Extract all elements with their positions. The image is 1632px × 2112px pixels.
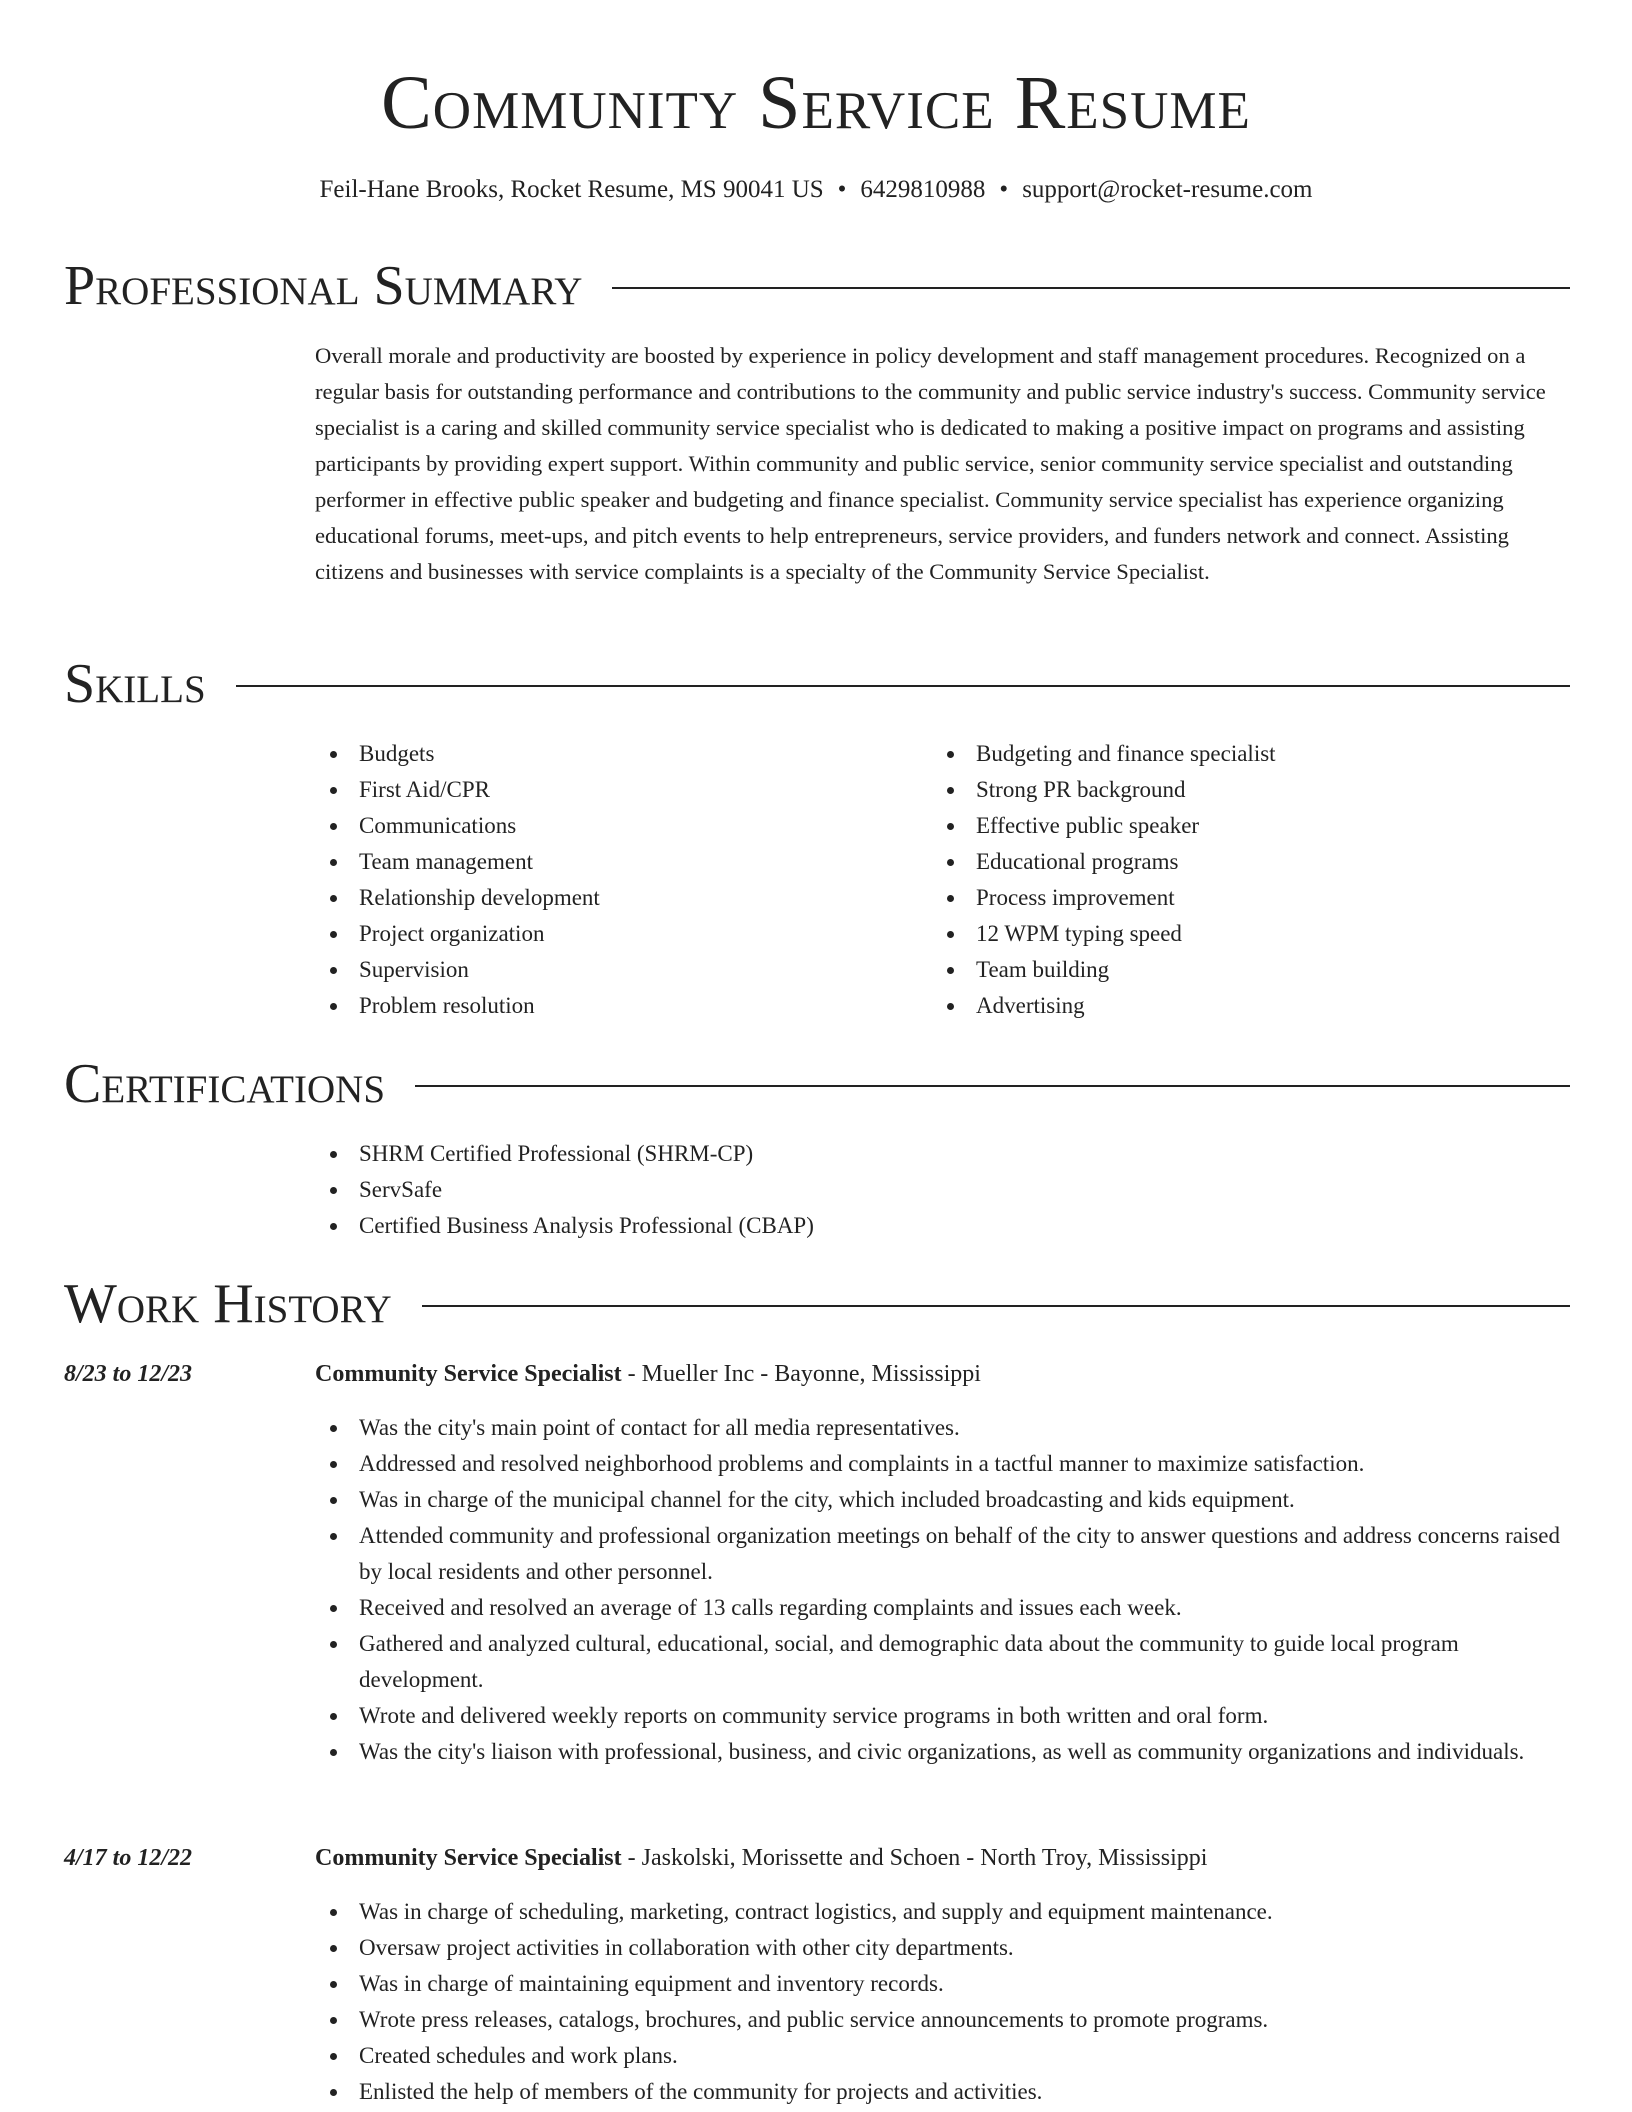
job-duty-item: Wrote press releases, catalogs, brochures, and public service announcements to promote programs. — [315, 2002, 1575, 2038]
job-duty-item: Attended community and professional organization meetings on behalf of the city to answer questions and address concerns raised by local residents and other personnel. — [315, 1518, 1575, 1590]
summary-section-header — [64, 254, 1570, 318]
skills-heading: Skills — [64, 653, 206, 715]
job-duty-item: Gathered and analyzed cultural, educational, social, and demographic data about the community to guide local program development. — [315, 1626, 1575, 1698]
skill-item: Supervision — [315, 952, 915, 988]
contact-email: support@rocket-resume.com — [1022, 176, 1313, 203]
section-divider — [415, 1085, 1570, 1087]
contact-address: Feil-Hane Brooks, Rocket Resume, MS 90041 US — [319, 176, 824, 203]
section-divider — [236, 685, 1570, 687]
job-title: Community Service Specialist — [315, 1361, 622, 1387]
certification-item: ServSafe — [315, 1172, 1575, 1208]
work-history-section-header — [64, 1272, 1570, 1336]
skill-item: Advertising — [932, 988, 1572, 1024]
skills-section-header — [64, 652, 1570, 716]
skill-item: Communications — [315, 808, 915, 844]
skill-item: Strong PR background — [932, 772, 1572, 808]
job-duties-list — [315, 1894, 1575, 2110]
certifications-section-header — [64, 1052, 1570, 1116]
job-duty-item: Was in charge of the municipal channel for the city, which included broadcasting and kids equipment. — [315, 1482, 1575, 1518]
skill-item: Educational programs — [932, 844, 1572, 880]
job-duty-item: Created schedules and work plans. — [315, 2038, 1575, 2074]
job-dates: 4/17 to 12/22 — [64, 1845, 193, 1871]
section-divider — [422, 1305, 1570, 1307]
job-duty-item: Oversaw project activities in collaboration with other city departments. — [315, 1930, 1575, 1966]
skill-item: Effective public speaker — [932, 808, 1572, 844]
job-duty-item: Received and resolved an average of 13 calls regarding complaints and issues each week. — [315, 1590, 1575, 1626]
summary-text: Overall morale and productivity are boosted by experience in policy development and staff management procedures. Recognized on a regular basis for outstanding performance and contributions to the community and public service industry's success. Community service specialist is a caring and skilled community service specialist who is dedicated to making a positive impact on programs and assisting participants by providing expert support. Within community and public service, senior community service specialist and outstanding performer in effective public speaker and budgeting and finance specialist. Community service specialist has experience organizing educational forums, meet-ups, and pitch events to help entrepreneurs, service providers, and funders network and connect. Assisting citizens and businesses with service complaints is a specialty of the Community Service Specialist. — [315, 343, 1546, 584]
work-history-heading: Work History — [64, 1273, 392, 1335]
resume-title: Community Service Resume — [381, 61, 1251, 145]
skill-item: Budgeting and finance specialist — [932, 736, 1572, 772]
certifications-list — [315, 1136, 1575, 1244]
certification-item: Certified Business Analysis Professional (CBAP) — [315, 1208, 1575, 1244]
job-heading — [315, 1358, 1575, 1390]
skill-item: Relationship development — [315, 880, 915, 916]
job-duty-item: Was in charge of maintaining equipment and inventory records. — [315, 1966, 1575, 2002]
skills-list-right — [932, 736, 1572, 1024]
job-duty-item: Was the city's main point of contact for all media representatives. — [315, 1410, 1575, 1446]
skill-item: Project organization — [315, 916, 915, 952]
contact-phone: 6429810988 — [860, 176, 986, 203]
skill-item: Process improvement — [932, 880, 1572, 916]
contact-separator: • — [999, 176, 1009, 203]
job-company-location: - Jaskolski, Morissette and Schoen - North Troy, Mississippi — [621, 1845, 1208, 1871]
job-title: Community Service Specialist — [315, 1845, 622, 1871]
job-heading — [315, 1842, 1575, 1874]
contact-separator: • — [837, 176, 847, 203]
skill-item: 12 WPM typing speed — [932, 916, 1572, 952]
skills-list-left — [315, 736, 915, 1024]
skill-item: Problem resolution — [315, 988, 915, 1024]
job-duty-item: Addressed and resolved neighborhood problems and complaints in a tactful manner to maximize satisfaction. — [315, 1446, 1575, 1482]
skill-item: Team management — [315, 844, 915, 880]
contact-line — [0, 174, 1632, 206]
summary-heading: Professional Summary — [64, 255, 583, 317]
certifications-heading: Certifications — [64, 1053, 386, 1115]
section-divider — [612, 287, 1570, 289]
job-duty-item: Wrote and delivered weekly reports on community service programs in both written and oral form. — [315, 1698, 1575, 1734]
job-duty-item: Enlisted the help of members of the community for projects and activities. — [315, 2074, 1575, 2110]
job-duty-item: Was in charge of scheduling, marketing, contract logistics, and supply and equipment maintenance. — [315, 1894, 1575, 1930]
job-duties-list — [315, 1410, 1575, 1770]
certification-item: SHRM Certified Professional (SHRM-CP) — [315, 1136, 1575, 1172]
skill-item: First Aid/CPR — [315, 772, 915, 808]
job-dates: 8/23 to 12/23 — [64, 1361, 193, 1387]
job-company-location: - Mueller Inc - Bayonne, Mississippi — [621, 1361, 981, 1387]
skill-item: Team building — [932, 952, 1572, 988]
skill-item: Budgets — [315, 736, 915, 772]
job-duty-item: Was the city's liaison with professional, business, and civic organizations, as well as community organizations and individuals. — [315, 1734, 1575, 1770]
